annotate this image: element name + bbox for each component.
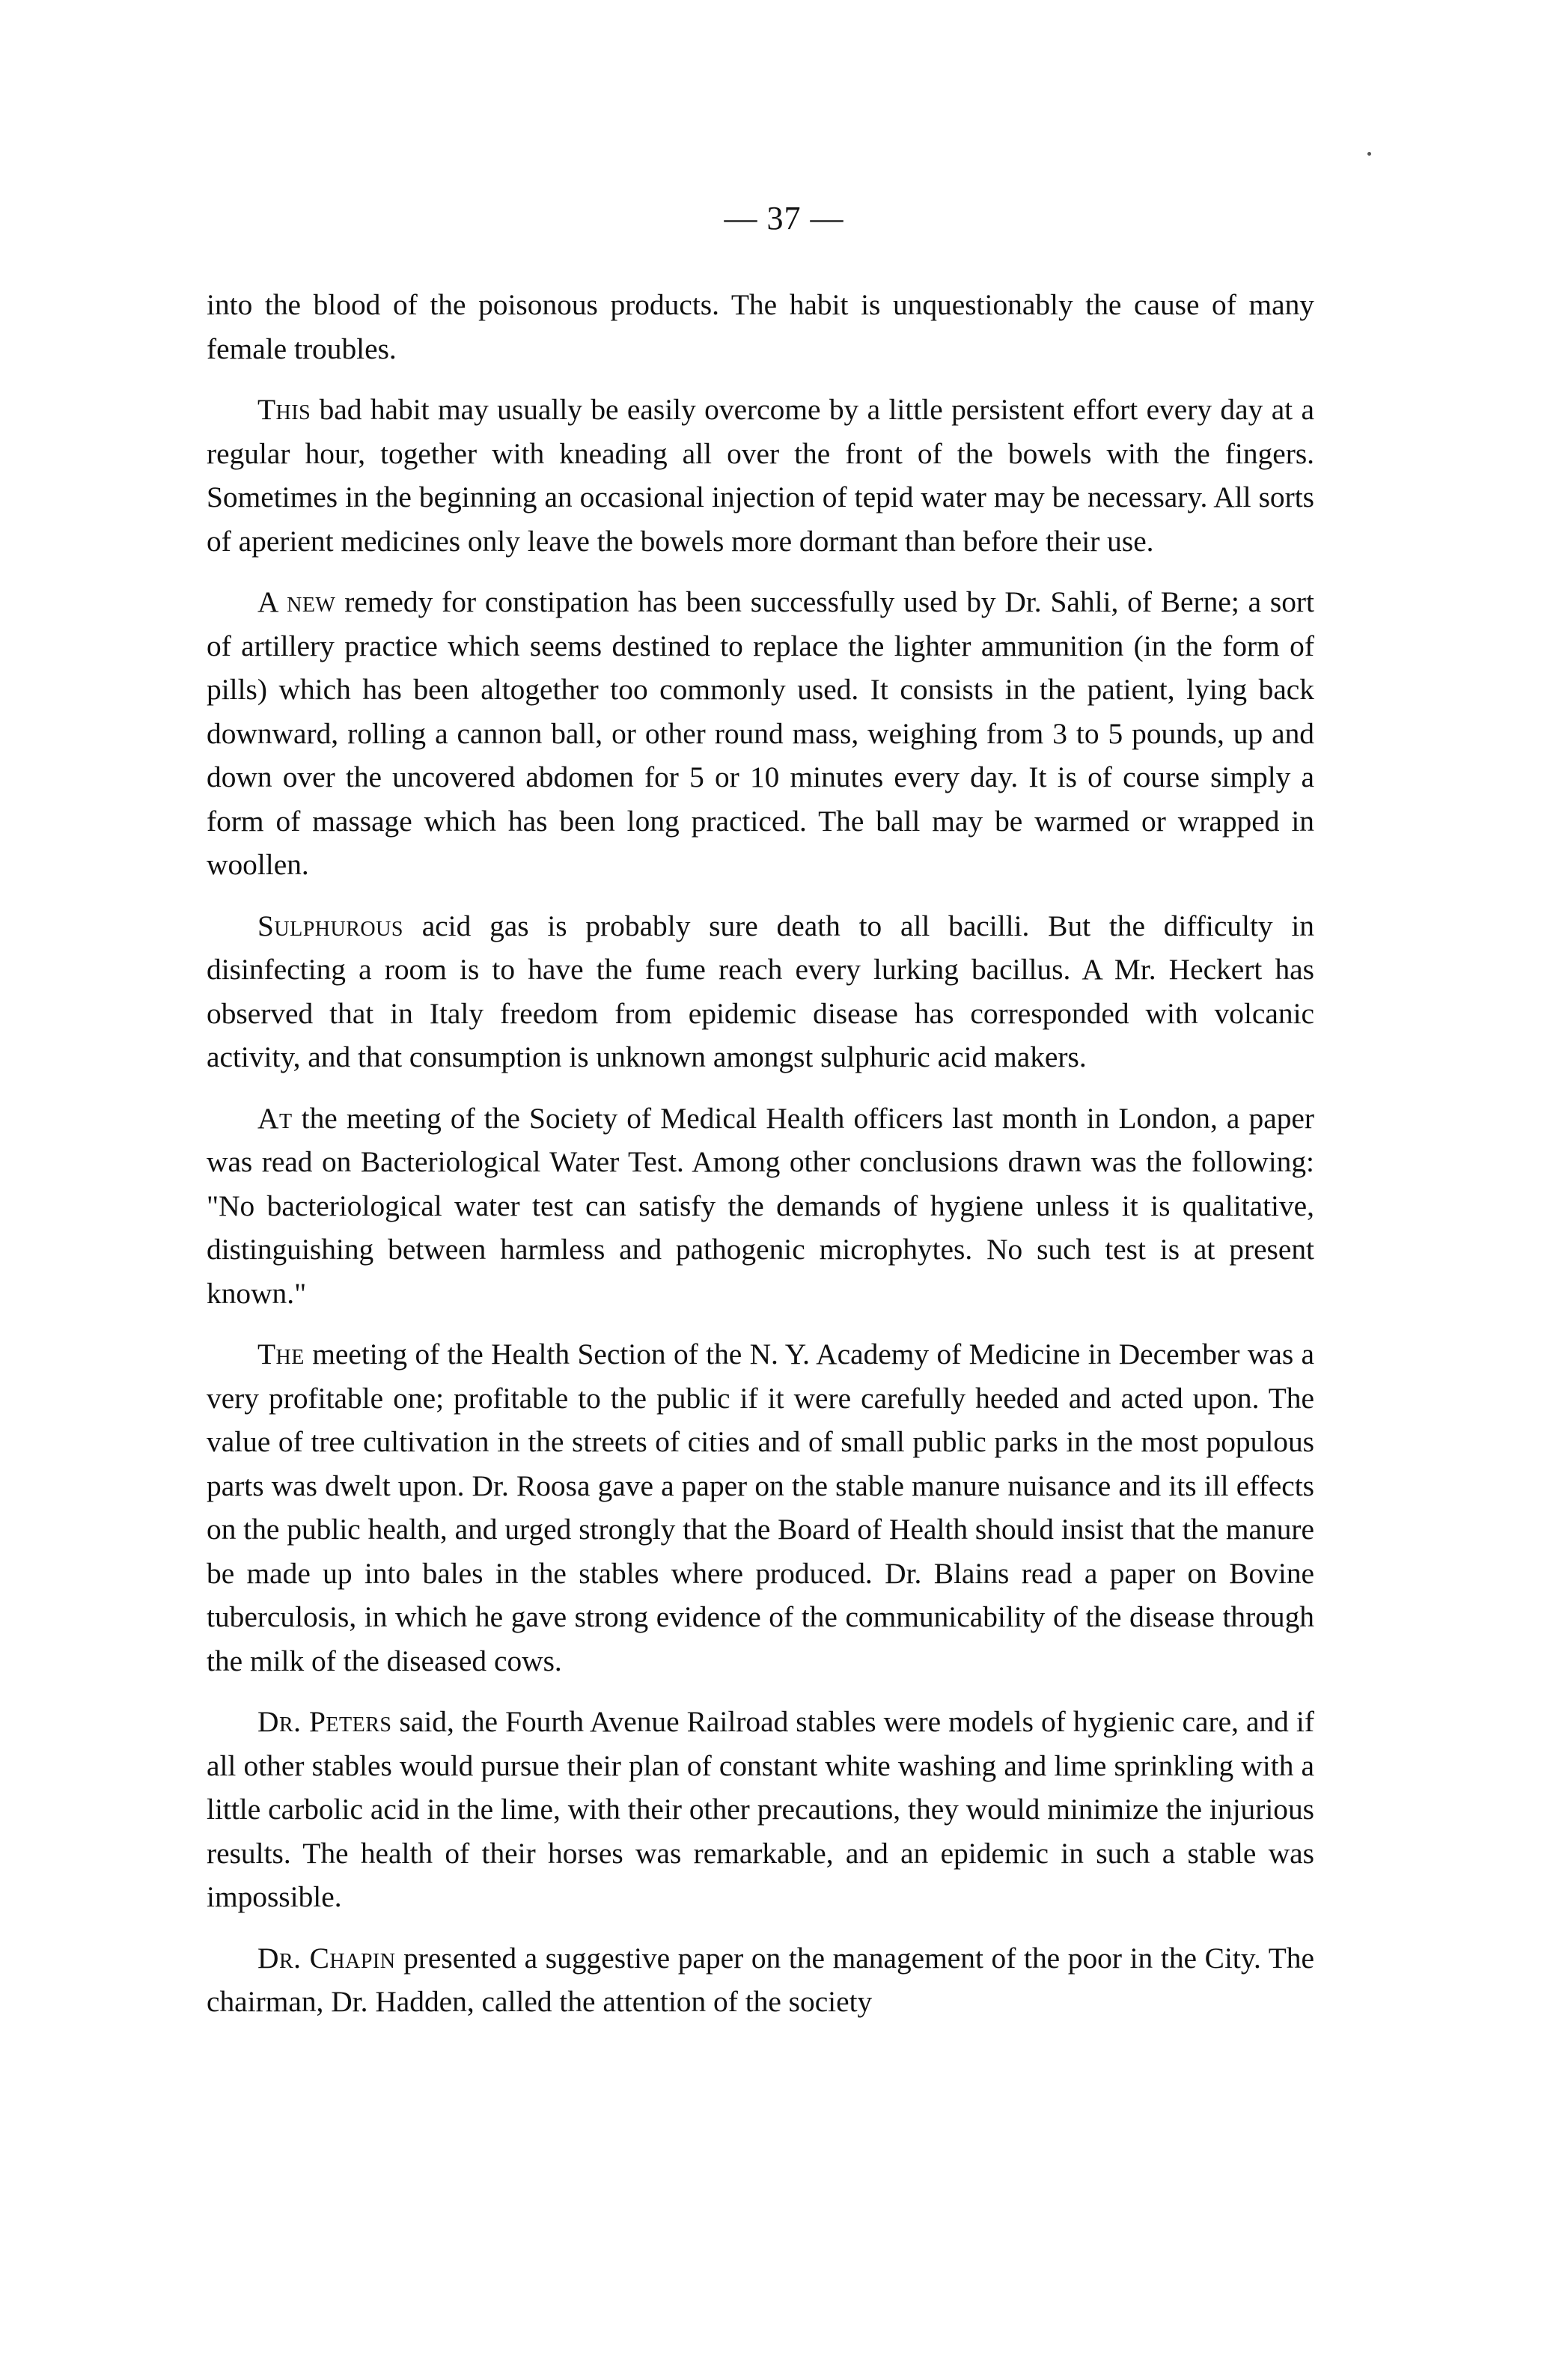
paragraph-new-remedy: [207, 580, 1314, 887]
paragraph-text: bad habit may usually be easily overcome by a little persistent effort every day at a regular hour, together with kneading all over the front of the bowels with the fingers. Sometimes in the beginning an occasional injection of tepid water may be necessary. All sorts of aperient medicines only leave the bowels more dormant than before their use.: [207, 393, 1314, 558]
paragraph-dr-chapin: [207, 1936, 1314, 2024]
paper-speck: [1367, 152, 1371, 156]
paragraph-lead: At: [257, 1101, 293, 1135]
paragraph-lead: This: [257, 393, 311, 426]
paragraph-bad-habit: [207, 388, 1314, 563]
paragraph-health-section: [207, 1332, 1314, 1683]
body-text: [207, 283, 1314, 2024]
paragraph-text: the meeting of the Society of Medical Health officers last month in London, a paper was read on Bacteriological Water Test. Among other conclusions drawn was the following: "No bacteriological water test can satisfy the demands of hygiene unless it is qualitative, distinguishing between harmless and pathogenic microphytes. No such test is at present known.": [207, 1101, 1314, 1310]
paragraph-lead: The: [257, 1338, 305, 1371]
page-number: — 37 —: [724, 200, 844, 237]
paragraph-text: presented a suggestive paper on the management of the poor in the City. The chairman, Dr. Hadden, called the attention of the society: [207, 1941, 1314, 2018]
paragraph-lead: Dr. Chapin: [257, 1941, 396, 1975]
paragraph-continuation: [207, 283, 1314, 371]
paragraph-text: said, the Fourth Avenue Railroad stables were models of hygienic care, and if all other stables would pursue their plan of constant white washing and lime sprinkling with a little carbolic acid in the lime, with their other precautions, they would minimize the injurious results. The health of their horses was remarkable, and an epidemic in such a stable was impossible.: [207, 1705, 1314, 1913]
paragraph-text: into the blood of the poisonous products. The habit is unquestionably the cause of many female troubles.: [207, 288, 1314, 365]
paragraph-meeting-london: [207, 1097, 1314, 1316]
paragraph-text: remedy for constipation has been successfully used by Dr. Sahli, of Berne; a sort of artillery practice which seems destined to replace the lighter ammunition (in the form of pills) which has been altogether too commonly used. It consists in the patient, lying back downward, rolling a cannon ball, or other round mass, weighing from 3 to 5 pounds, up and down over the uncovered abdomen for 5 or 10 minutes every day. It is of course simply a form of massage which has been long practiced. The ball may be warmed or wrapped in woollen.: [207, 585, 1314, 881]
paragraph-lead: Dr. Peters: [257, 1705, 392, 1738]
paragraph-text: meeting of the Health Section of the N. Y. Academy of Medicine in December was a very profitable one; profitable to the public if it were carefully heeded and acted upon. The value of tree cultivation in the streets of cities and of small public parks in the most populous parts was dwelt upon. Dr. Roosa gave a paper on the stable manure nuisance and its ill effects on the public health, and urged strongly that the Board of Health should insist that the manure be made up into bales in the stables where produced. Dr. Blains read a paper on Bovine tuberculosis, in which he gave strong evidence of the communicability of the disease through the milk of the diseased cows.: [207, 1338, 1314, 1677]
paragraph-dr-peters: [207, 1700, 1314, 1919]
paragraph-lead: Sulphurous: [257, 909, 403, 942]
paragraph-lead: A new: [257, 585, 336, 618]
paragraph-text: acid gas is probably sure death to all bacilli. But the difficulty in disinfecting a room is to have the fume reach every lurking bacillus. A Mr. Heckert has observed that in Italy freedom from epidemic disease has corresponded with volcanic activity, and that consumption is unknown amongst sulphuric acid makers.: [207, 909, 1314, 1073]
paragraph-sulphurous-acid: [207, 904, 1314, 1079]
